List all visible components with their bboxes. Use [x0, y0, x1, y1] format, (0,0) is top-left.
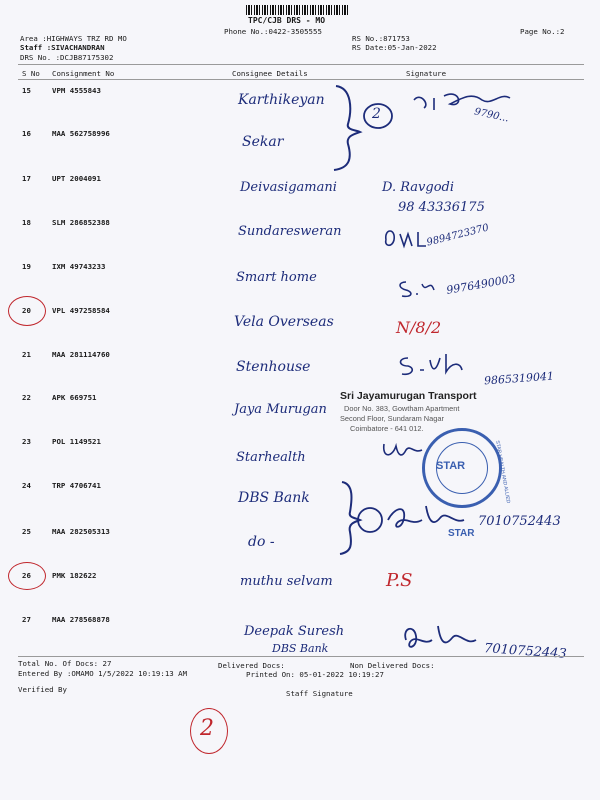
- printed-on: Printed On: 05-01-2022 10:19:27: [246, 670, 384, 679]
- row-cell: MAA 282505313: [52, 527, 110, 536]
- delivered-docs: Delivered Docs:: [218, 661, 285, 670]
- row-cell: 21: [22, 350, 31, 359]
- col-signature: Signature: [406, 69, 447, 78]
- sig-19-phone: 9976490003: [445, 272, 517, 297]
- sig-17-phone: 98 43336175: [398, 200, 485, 215]
- row-cell: Sekar: [242, 134, 284, 150]
- row-cell: 16: [22, 129, 31, 138]
- staff-field: Staff :SIVACHANDRAN: [20, 43, 105, 52]
- row-cell: MAA 278568878: [52, 615, 110, 624]
- row-cell: 26: [22, 571, 31, 580]
- row-cell: DBS Bank: [272, 642, 329, 655]
- sig-24-phone: 7010752443: [478, 514, 561, 529]
- stamp-address-2: Second Floor, Sundaram Nagar: [340, 414, 444, 423]
- phone-number: Phone No.:0422-3505555: [224, 27, 322, 36]
- footer-rule: [18, 656, 584, 657]
- stamp-address-3: Coimbatore - 641 012.: [350, 424, 424, 433]
- signature-mark: [396, 276, 436, 300]
- sig-21-phone: 9865319041: [483, 369, 555, 388]
- row-cell: 17: [22, 174, 31, 183]
- verified-by: Verified By: [18, 685, 67, 694]
- row-cell: Deivasigamani: [240, 180, 337, 195]
- row-cell: APK 669751: [52, 393, 97, 402]
- row-cell: VPM 4555843: [52, 86, 101, 95]
- row-cell: 24: [22, 481, 31, 490]
- non-delivered-docs: Non Delivered Docs:: [350, 661, 435, 670]
- sig-27-phone: 7010752443: [483, 641, 568, 662]
- row-cell: 27: [22, 615, 31, 624]
- row-cell: MAA 562758996: [52, 129, 110, 138]
- stamp-circle-text: STAR HEALTH AND ALLIED: [494, 440, 512, 504]
- row20-circle: [8, 296, 46, 326]
- column-rule: [18, 79, 584, 80]
- rs-number: RS No.:871753: [352, 34, 410, 43]
- row-cell: 23: [22, 437, 31, 446]
- row-cell: 15: [22, 86, 31, 95]
- row-cell: 18: [22, 218, 31, 227]
- row-cell: muthu selvam: [240, 574, 333, 589]
- row-cell: POL 1149521: [52, 437, 101, 446]
- row26-circle: [8, 562, 46, 590]
- row-cell: Karthikeyan: [238, 92, 325, 108]
- sig-20: N/8/2: [396, 318, 442, 337]
- row-cell: 22: [22, 393, 31, 402]
- sig-26: P.S: [386, 570, 413, 591]
- row-cell: VPL 497258584: [52, 306, 110, 315]
- row-cell: Vela Overseas: [234, 314, 334, 330]
- sig-15-phone: 9790...: [473, 106, 510, 125]
- report-title: TPC/CJB DRS - MO: [248, 16, 326, 25]
- row-cell: MAA 281114760: [52, 350, 110, 359]
- signature-mark: [396, 350, 476, 380]
- header-rule: [18, 64, 584, 65]
- row-cell: PMK 182622: [52, 571, 97, 580]
- row-cell: Stenhouse: [236, 359, 311, 375]
- row-cell: do -: [248, 534, 275, 550]
- sig-18-phone: 9894723370: [425, 222, 491, 249]
- sig-15-count: 2: [372, 106, 381, 122]
- row-cell: Smart home: [236, 270, 317, 285]
- row-cell: 19: [22, 262, 31, 271]
- row-cell: UPT 2004091: [52, 174, 101, 183]
- row-cell: Sundaresweran: [238, 224, 342, 239]
- sig-17-name: D. Ravgodi: [382, 180, 455, 195]
- row-cell: 25: [22, 527, 31, 536]
- row-cell: 20: [22, 306, 31, 315]
- barcode: [246, 5, 350, 15]
- col-sno: S No: [22, 69, 40, 78]
- page-number: Page No.:2: [520, 27, 565, 36]
- signature-mark: [380, 226, 430, 252]
- signature-mark: [396, 620, 486, 660]
- area-field: Area :HIGHWAYS TRZ RD MO: [20, 34, 127, 43]
- drs-number: DRS No. :DCJB87175302: [20, 53, 114, 62]
- row-cell: DBS Bank: [238, 490, 310, 506]
- row-cell: Starhealth: [236, 450, 306, 465]
- row-cell: SLM 286852388: [52, 218, 110, 227]
- stamp-star-small: STAR: [448, 528, 475, 539]
- signature-mark: [378, 436, 428, 466]
- row-cell: Deepak Suresh: [244, 624, 345, 639]
- row-cell: Jaya Murugan: [234, 402, 327, 417]
- total-docs: Total No. Of Docs: 27: [18, 659, 112, 668]
- stamp-address-1: Door No. 383, Gowtham Apartment: [344, 404, 460, 413]
- bottom-annotation: 2: [200, 716, 214, 741]
- stamp-name: Sri Jayamurugan Transport: [340, 390, 477, 402]
- col-consignment: Consignment No: [52, 69, 115, 78]
- stamp-star-label: STAR: [436, 460, 466, 472]
- entered-by: Entered By :OMAMO 1/5/2022 10:19:13 AM: [18, 669, 188, 678]
- row-cell: IXM 49743233: [52, 262, 106, 271]
- staff-signature: Staff Signature: [286, 689, 353, 698]
- rs-date: RS Date:05-Jan-2022: [352, 43, 437, 52]
- row-cell: TRP 4706741: [52, 481, 101, 490]
- col-consignee: Consignee Details: [232, 69, 308, 78]
